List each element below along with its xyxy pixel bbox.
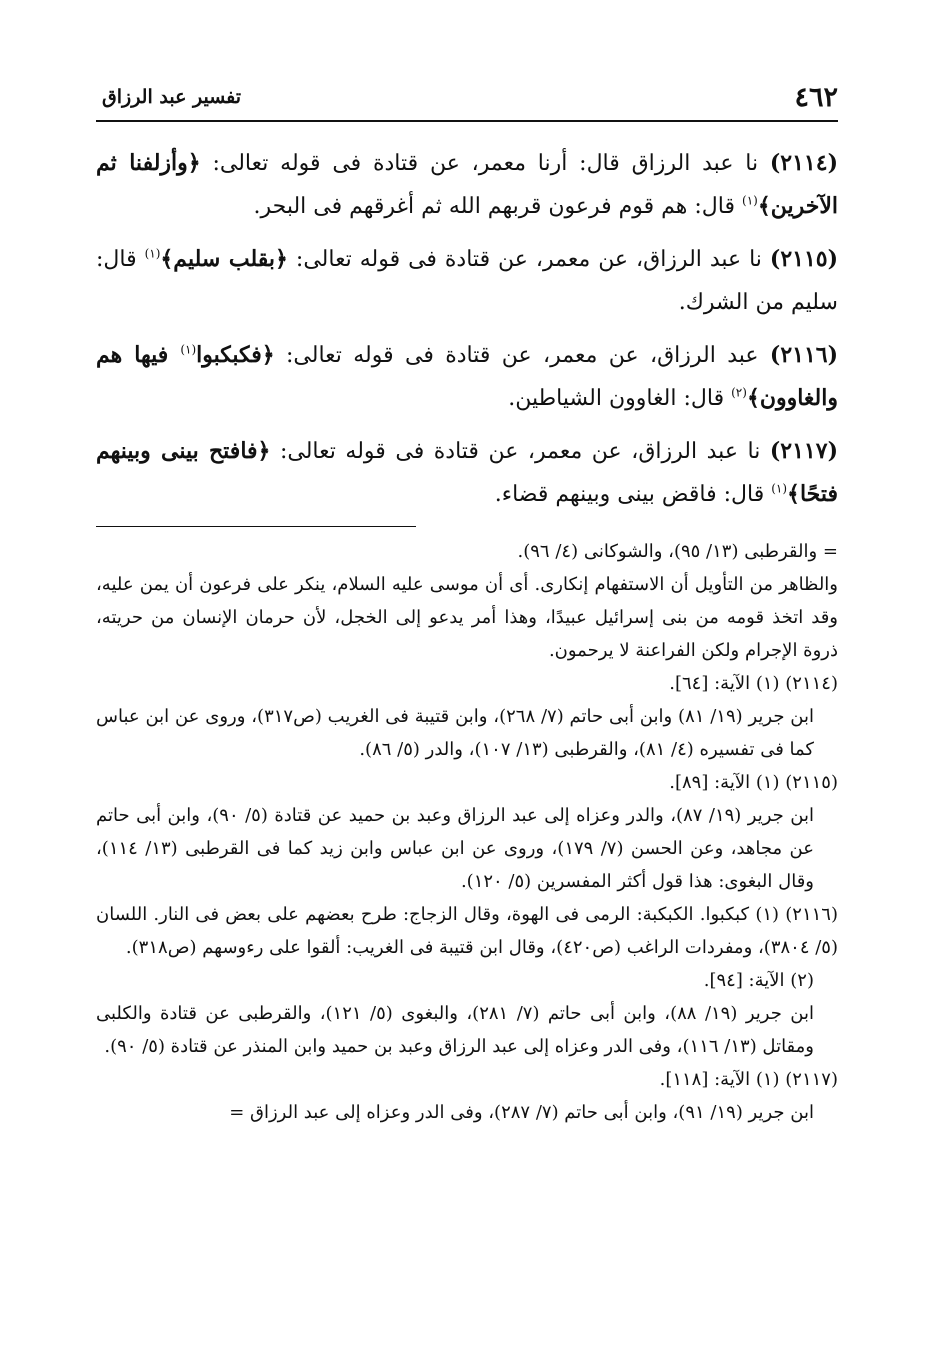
footnote-2114-head: (٢١١٤) (١) الآية: [٦٤].	[669, 673, 838, 694]
book-page	[96, 78, 838, 1129]
quran-verse: ﴿فافتح بينى وبينهم فتحًا﴾	[96, 438, 838, 507]
quran-verse: ﴿فكبكبوا	[196, 342, 275, 368]
entry-text: قال: هم قوم فرعون قربهم الله ثم أغرقهم فى البحر.	[253, 194, 742, 219]
footnote-2117-head: (٢١١٧) (١) الآية: [١١٨].	[659, 1069, 838, 1090]
footnote-marker: (٢)	[731, 385, 747, 400]
footnote-separator	[96, 526, 416, 527]
entry-2115	[96, 238, 838, 324]
footnote-marker: (١)	[180, 342, 197, 357]
entry-text: نا عبد الرزاق، عن معمر، عن قتادة فى قوله تعالى:	[270, 439, 770, 464]
quran-verse: فيها هم والغاوون﴾	[96, 342, 838, 411]
footnote-2116-2-head: (٢) الآية: [٩٤].	[703, 970, 814, 991]
page-header	[96, 78, 838, 122]
footnote-marker: (١)	[144, 246, 161, 261]
footnote-2115-body: ابن جرير (١٩/ ٨٧)، والدر وعزاه إلى عبد الرزاق وعبد بن حميد عن قتادة (٥/ ٩٠)، وابن أبى حاتم عن مجاهد، وعن الحسن (٧/ ١٧٩)، وروى عن ابن عباس وابن زيد كما فى القرطبى (١٣/ ١١٤)، وقال البغوى: هذا قول أكثر المفسرين (٥/ ١٢٠).	[96, 805, 814, 892]
entry-number: (٢١١٥)	[769, 246, 839, 272]
entry-2114	[96, 142, 838, 228]
entry-2117	[96, 430, 838, 516]
entry-text: نا عبد الرزاق قال: أرنا معمر، عن قتادة فى قوله تعالى:	[200, 151, 770, 176]
entry-2116	[96, 334, 838, 420]
quran-verse: ﴿وأزلفنا ثم الآخرين﴾	[96, 150, 838, 219]
entry-number: (٢١١٦)	[769, 342, 839, 368]
footnote-2117-body: ابن جرير (١٩/ ٩١)، وابن أبى حاتم (٧/ ٢٨٧)، وفى الدر وعزاه إلى عبد الرزاق =	[229, 1102, 814, 1123]
entry-text: قال: فاقض بينى وبينهم قضاء.	[494, 482, 772, 507]
running-title: تفسير عبد الرزاق	[102, 86, 242, 108]
footnote-continuation: والظاهر من التأويل أن الاستفهام إنكارى. أى أن موسى عليه السلام، ينكر على فرعون أن يمن عليه، وقد اتخذ قومه من بنى إسرائيل عبيدًا، وهذا أمر يدعو إلى الخجل، لأن حرمان الإنسان من حريته، ذروة الإجرام ولكن الفراعنة لا يرحمون.	[96, 574, 838, 661]
footnote-continuation: = والقرطبى (١٣/ ٩٥)، والشوكانى (٤/ ٩٦).	[517, 541, 838, 562]
entry-text: قال: سليم من الشرك.	[96, 247, 838, 315]
footnotes	[96, 535, 838, 1129]
entry-text: قال: الغاوون الشياطين.	[508, 386, 732, 411]
footnote-2116-note: (٢١١٦) (١) كبكبوا. الكبكبة: الرمى فى الهوة، وقال الزجاج: طرح بعضهم على بعض فى النار. اللسان (٥/ ٣٨٠٤)، ومفردات الراغب (ص٤٢٠)، وقال ابن قتيبة فى الغريب: ألقوا على رءوسهم (ص٣١٨).	[96, 904, 838, 958]
footnote-2116-2-body: ابن جرير (١٩/ ٨٨)، وابن أبى حاتم (٧/ ٢٨١)، والبغوى (٥/ ١٢١)، والقرطبى عن قتادة والكلبى ومقاتل (١٣/ ١١٦)، وفى الدر وعزاه إلى عبد الرزاق وعبد بن حميد وابن المنذر عن قتادة (٥/ ٩٠).	[96, 1003, 815, 1057]
quran-verse: ﴿بقلب سليم﴾	[160, 246, 288, 272]
footnote-2115-head: (٢١١٥) (١) الآية: [٨٩].	[669, 772, 838, 793]
entry-text: نا عبد الرزاق، عن معمر، عن قتادة فى قوله تعالى:	[287, 247, 770, 272]
entry-number: (٢١١٤)	[769, 150, 838, 176]
footnote-marker: (١)	[742, 193, 758, 208]
entry-text: عبد الرزاق، عن معمر، عن قتادة فى قوله تعالى:	[274, 343, 770, 368]
entry-number: (٢١١٧)	[769, 438, 838, 464]
page-number: ٤٦٢	[794, 82, 838, 113]
footnote-marker: (١)	[771, 481, 788, 496]
main-text	[96, 142, 838, 516]
footnote-2114-body: ابن جرير (١٩/ ٨١) وابن أبى حاتم (٧/ ٢٦٨)، وابن قتيبة فى الغريب (ص٣١٧)، وروى عن ابن عباس كما فى تفسيره (٤/ ٨١)، والقرطبى (١٣/ ١٠٧)، والدر (٥/ ٨٦).	[96, 706, 815, 760]
